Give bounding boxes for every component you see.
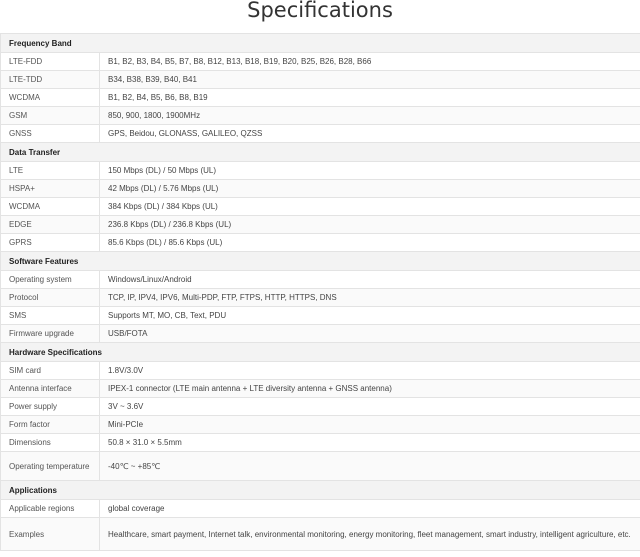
table-row [1, 416, 640, 434]
section-header-software-features [1, 252, 640, 271]
section-header-data-transfer [1, 143, 640, 162]
spec-value: 850, 900, 1800, 1900MHz [100, 107, 640, 125]
section-title: Frequency Band [1, 34, 640, 53]
table-row [1, 307, 640, 325]
spec-value: Healthcare, smart payment, Internet talk, environmental monitoring, energy monitoring, fleet management, smart industry, intelligent agriculture, etc. [100, 518, 640, 551]
section-header-frequency-band [1, 34, 640, 53]
spec-label: GSM [1, 107, 100, 125]
spec-label: Power supply [1, 398, 100, 416]
page-title: Specifications [247, 0, 393, 22]
section-header-hardware-specifications [1, 343, 640, 362]
spec-label: Protocol [1, 289, 100, 307]
spec-label: WCDMA [1, 198, 100, 216]
spec-label: SIM card [1, 362, 100, 380]
spec-label: Examples [1, 518, 100, 551]
section-title: Applications [1, 481, 640, 500]
spec-value: global coverage [100, 500, 640, 518]
spec-label: GNSS [1, 125, 100, 143]
section-header-applications [1, 481, 640, 500]
section-title: Software Features [1, 252, 640, 271]
spec-value: TCP, IP, IPV4, IPV6, Multi-PDP, FTP, FTPS, HTTP, HTTPS, DNS [100, 289, 640, 307]
spec-value: 42 Mbps (DL) / 5.76 Mbps (UL) [100, 180, 640, 198]
spec-value: 1.8V/3.0V [100, 362, 640, 380]
spec-value: 3V ~ 3.6V [100, 398, 640, 416]
table-row [1, 500, 640, 518]
spec-label: HSPA+ [1, 180, 100, 198]
table-row [1, 71, 640, 89]
spec-value: B1, B2, B4, B5, B6, B8, B19 [100, 89, 640, 107]
table-row [1, 107, 640, 125]
spec-value: -40℃ ~ +85℃ [100, 452, 640, 481]
table-row [1, 271, 640, 289]
table-row [1, 180, 640, 198]
table-row [1, 162, 640, 180]
table-row [1, 234, 640, 252]
table-row [1, 289, 640, 307]
spec-value: USB/FOTA [100, 325, 640, 343]
table-row [1, 452, 640, 481]
spec-value: 384 Kbps (DL) / 384 Kbps (UL) [100, 198, 640, 216]
table-row [1, 325, 640, 343]
spec-label: LTE-FDD [1, 53, 100, 71]
table-row [1, 125, 640, 143]
spec-value: Windows/Linux/Android [100, 271, 640, 289]
table-row [1, 53, 640, 71]
table-row [1, 518, 640, 551]
table-row [1, 89, 640, 107]
spec-label: GPRS [1, 234, 100, 252]
spec-label: Dimensions [1, 434, 100, 452]
spec-label: LTE-TDD [1, 71, 100, 89]
spec-value: 50.8 × 31.0 × 5.5mm [100, 434, 640, 452]
table-row [1, 434, 640, 452]
spec-value: GPS, Beidou, GLONASS, GALILEO, QZSS [100, 125, 640, 143]
spec-value: 85.6 Kbps (DL) / 85.6 Kbps (UL) [100, 234, 640, 252]
spec-label: SMS [1, 307, 100, 325]
spec-value: 236.8 Kbps (DL) / 236.8 Kbps (UL) [100, 216, 640, 234]
spec-value: IPEX-1 connector (LTE main antenna + LTE diversity antenna + GNSS antenna) [100, 380, 640, 398]
section-title: Hardware Specifications [1, 343, 640, 362]
table-row [1, 198, 640, 216]
table-row [1, 362, 640, 380]
spec-label: LTE [1, 162, 100, 180]
spec-value: Mini-PCIe [100, 416, 640, 434]
spec-value: B1, B2, B3, B4, B5, B7, B8, B12, B13, B18, B19, B20, B25, B26, B28, B66 [100, 53, 640, 71]
section-title: Data Transfer [1, 143, 640, 162]
spec-label: Form factor [1, 416, 100, 434]
table-row [1, 380, 640, 398]
spec-label: WCDMA [1, 89, 100, 107]
spec-label: Operating temperature [1, 452, 100, 481]
spec-label: Operating system [1, 271, 100, 289]
spec-label: Antenna interface [1, 380, 100, 398]
specifications-table [0, 33, 640, 551]
spec-label: EDGE [1, 216, 100, 234]
spec-label: Firmware upgrade [1, 325, 100, 343]
table-row [1, 216, 640, 234]
spec-label: Applicable regions [1, 500, 100, 518]
spec-value: 150 Mbps (DL) / 50 Mbps (UL) [100, 162, 640, 180]
spec-value: Supports MT, MO, CB, Text, PDU [100, 307, 640, 325]
table-row [1, 398, 640, 416]
spec-value: B34, B38, B39, B40, B41 [100, 71, 640, 89]
